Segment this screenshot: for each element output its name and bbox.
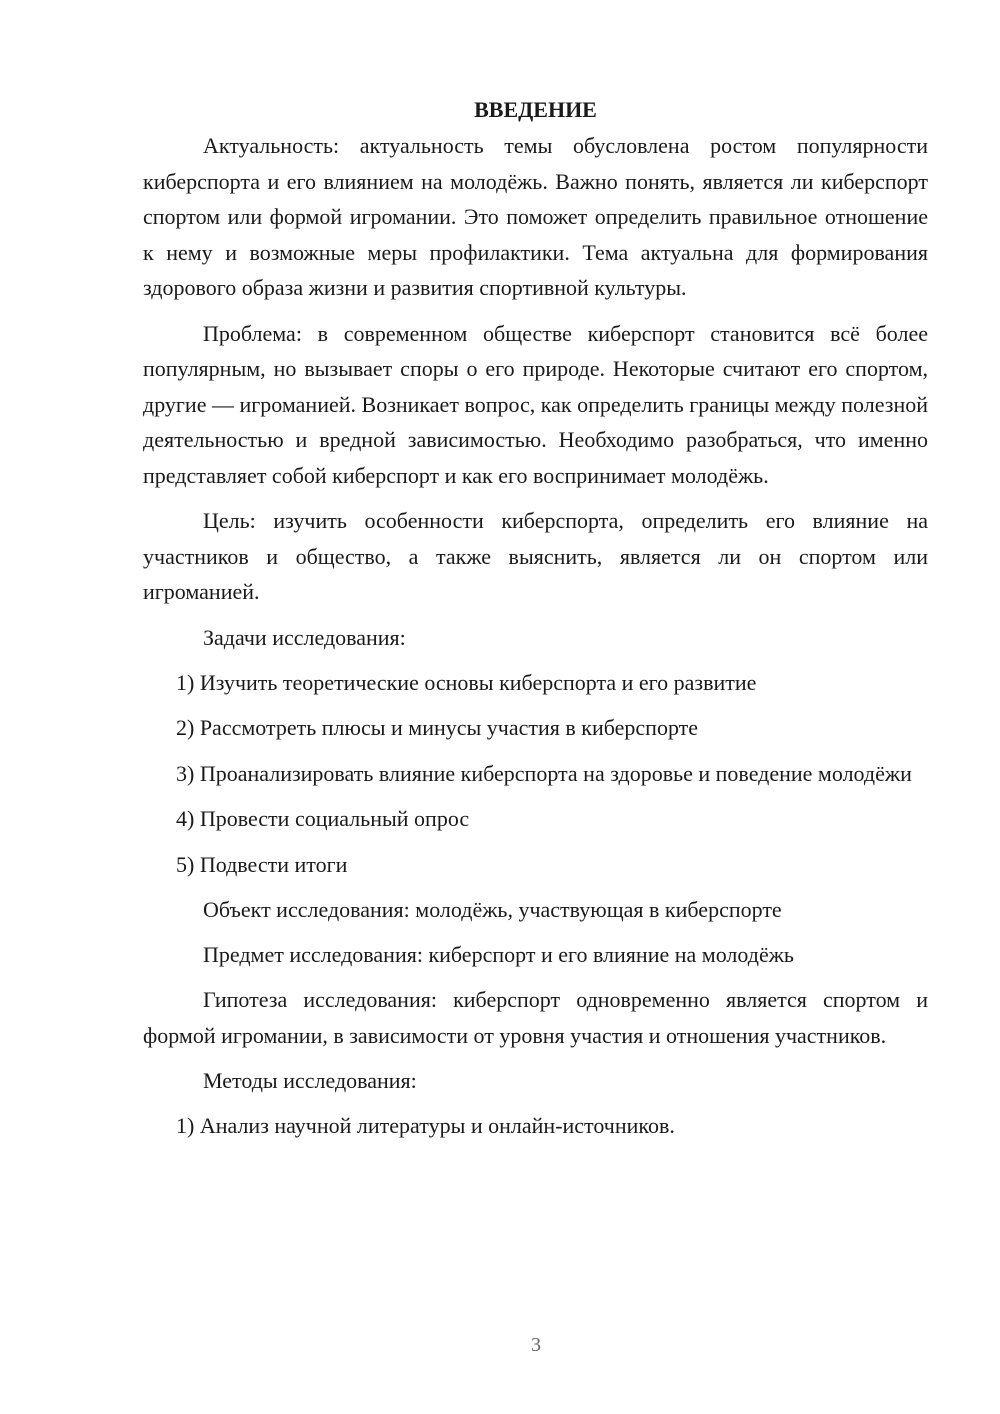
tasks-heading: Задачи исследования:: [203, 624, 406, 650]
problem-paragraph: Проблема: в современном обществе киберспорт становится всё более популярным, но вызывает споры о его природе. Некоторые считают его спортом, другие — игроманией. Возникает вопрос, как определить границы между полезной деятельностью и вредной зависимостью. Необходимо разобраться, что именно представляет собой киберспорт и как его воспринимает молодёжь.: [143, 320, 928, 488]
task-item: 3) Проанализировать влияние киберспорта на здоровье и поведение молодёжи: [176, 760, 912, 786]
task-item: 5) Подвести итоги: [176, 851, 348, 877]
page-number: 3: [531, 1334, 541, 1356]
method-item: 1) Анализ научной литературы и онлайн-источников.: [176, 1113, 675, 1138]
task-item: 4) Провести социальный опрос: [176, 806, 470, 831]
subject-line: Предмет исследования: киберспорт и его влияние на молодёжь: [203, 942, 794, 967]
goal-paragraph: Цель: изучить особенности киберспорта, определить его влияние на участников и общество, а также выяснить, является ли он спортом или игроманией.: [143, 508, 928, 604]
relevance-paragraph: Актуальность: актуальность темы обусловлена ростом популярности киберспорта и его влиянием на молодёжь. Важно понять, является ли киберспорт спортом или формой игромании. Это поможет определить правильное отношение к нему и возможные меры профилактики. Тема актуальна для формирования здорового образа жизни и развития спортивной культуры.: [143, 133, 928, 300]
task-item: 2) Рассмотреть плюсы и минусы участия в киберспорте: [176, 715, 699, 740]
page-title: ВВЕДЕНИЕ: [474, 97, 597, 122]
task-item: 1) Изучить теоретические основы киберспорта и его развитие: [176, 669, 757, 695]
object-line: Объект исследования: молодёжь, участвующая в киберспорте: [203, 897, 782, 922]
methods-heading: Методы исследования:: [203, 1068, 417, 1093]
document-page: [143, 92, 928, 1154]
hypothesis-paragraph: Гипотеза исследования: киберспорт одновременно является спортом и формой игромании, в зависимости от уровня участия и отношения участников.: [143, 987, 928, 1048]
